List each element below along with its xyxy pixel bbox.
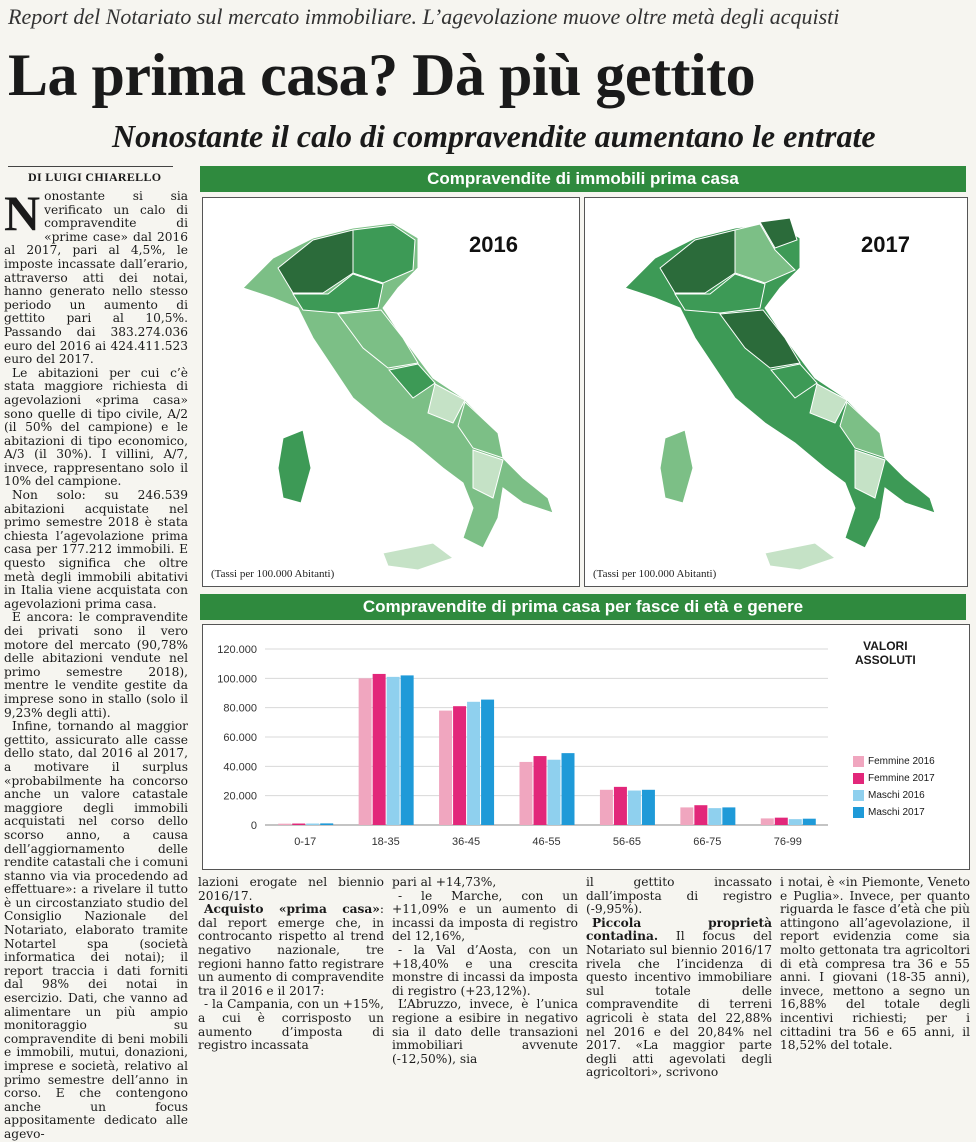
article-column-1 [4,185,188,1142]
chart-label [855,639,916,667]
legend-swatch [853,773,864,784]
bar-maschi-2017 [481,700,494,825]
chart-label-line-2: ASSOLUTI [855,653,916,667]
col3-paragraph-3: - la Val d’Aosta, con un +18,40% e una crescita monstre di incassi da imposta di registro (+23,12%). [392,942,578,998]
bar-femmine-2017 [292,824,305,825]
legend-label: Maschi 2016 [868,790,925,801]
y-tick-label: 20.000 [223,790,257,803]
byline: DI LUIGI CHIARELLO [28,170,162,184]
bar-maschi-2016 [708,808,721,825]
col3-paragraph-4: L’Abruzzo, invece, è l’unica regione a esibire in negativo sia il dato delle transazioni immobiliari avvenute (-12,50%), sia [392,997,578,1066]
y-tick-label: 60.000 [223,732,257,744]
col1-paragraph-1: onostante si sia verificato un calo di compravendite di «prime case» dal 2016 al 2017, pari al 4,5%, le imposte incassate dall’erario, attraverso atti dei notai, hanno generato nello stesso periodo un aumento di gettito pari al 10,5%. Passando dai 383.274.036 euro del 2016 ai 424.411.523 euro del 2017. [4,189,188,367]
x-tick-label: 66-75 [693,836,722,848]
y-tick-label: 40.000 [223,761,257,774]
map-note-2016: (Tassi per 100.000 Abitanti) [211,568,335,580]
col2-paragraph-3: - la Campania, con un +15%, a cui è corrisposto un aumento d’imposta di registro incassata [198,997,384,1053]
legend-item [853,804,935,821]
article-column-4 [586,876,772,1080]
bar-maschi-2016 [467,702,480,825]
legend-swatch [853,756,864,767]
legend-label: Maschi 2017 [868,807,925,818]
legend-item [853,787,935,804]
italy-map-2016 [203,198,579,586]
bar-femmine-2017 [694,805,707,825]
maps-title-bar: Compravendite di immobili prima casa [200,166,966,192]
bar-maschi-2016 [306,824,319,825]
y-tick-label: 100.000 [217,673,257,686]
bar-femmine-2017 [534,756,547,825]
bar-maschi-2017 [722,807,735,825]
map-region [765,543,835,570]
y-tick-label: 120.000 [217,644,257,656]
kicker: Report del Notariato sul mercato immobiliare. L’agevolazione muove oltre metà degli acquisti [8,4,840,29]
article-column-2 [198,876,384,1053]
bar-maschi-2017 [803,819,816,825]
bar-femmine-2016 [761,818,774,825]
map-note-2017: (Tassi per 100.000 Abitanti) [593,568,717,580]
col2-paragraph-1: lazioni erogate nel biennio 2016/17. [198,875,384,903]
x-tick-label: 0-17 [294,836,317,848]
col3-paragraph-1: pari al +14,73%, [392,875,497,889]
legend-item [853,753,935,770]
x-tick-label: 76-99 [773,836,802,848]
col1-paragraph-5: Infine, tornando al maggior gettito, assicurato alle casse dello stato, dal 2016 al 2017, a motivare il surplus «probabilmente ha concorso anche un valore catastale maggiore degli immobili acquistati nel corso dello scorso anno, a causa dell’aggiornamento delle rendite catastali che i comuni stanno via via procedendo ad effettuare»: a rivelare il tutto è un circostanziato studio del Consiglio Nazionale del Notariato, elaborato tramite Notartel spa (società informatica dei notai); il report traccia i dati forniti dal 98% dei notai in esercizio. Dati, che vanno ad alimentare un più ampio monitoraggio su compravendite di beni mobili e immobili, mutui, donazioni, imprese e società, relativo al primo semestre dell’anno in corso. E che contengono anche un focus appositamente dedicato alle agevo- [4,719,188,1141]
bar-chart [202,624,970,870]
col1-paragraph-3: Non solo: su 246.539 abitazioni acquistate nel primo semestre 2018 è stata chiesta l’agevolazione prima casa per 177.212 immobili. E questo significa che oltre metà degli immobili abitativi in Italia viene acquistata con agevolazioni prima casa. [4,488,188,611]
legend-label: Femmine 2016 [868,756,935,767]
bar-maschi-2017 [642,790,655,825]
bar-femmine-2016 [359,678,372,825]
bar-maschi-2017 [320,823,333,825]
col2-heading: Acquisto «prima casa» [204,902,380,917]
col3-paragraph-2: - le Marche, con un +11,09% e un aumento di incassi da imposta di registro del 12,16%, [392,888,578,944]
bar-maschi-2017 [562,753,575,825]
map-region [278,430,311,503]
bar-femmine-2017 [775,818,788,825]
map-year-2017: 2017 [861,232,910,257]
legend-item [853,770,935,787]
bar-femmine-2016 [600,790,613,825]
bar-femmine-2016 [278,824,291,825]
map-year-2016: 2016 [469,232,518,257]
map-panel-2016 [202,197,580,587]
article-column-3 [392,876,578,1066]
col4-paragraph-1: il gettito incassato dall’imposta di registro (-9,95%). [586,875,772,917]
bar-femmine-2017 [373,674,386,825]
col4-heading: Piccola proprietà contadina. [586,915,772,944]
y-tick-label: 80.000 [223,702,257,715]
map-panel-2017 [584,197,968,587]
bar-femmine-2016 [680,807,693,825]
bar-femmine-2016 [520,762,533,825]
x-tick-label: 56-65 [612,836,641,848]
legend-swatch [853,807,864,818]
col5-paragraph-1: i notai, è «in Piemonte, Veneto e Puglia». Invece, per quanto riguarda le fasce d’età che più attingono all’agevolazione, il report evidenzia come sia molto gettonata tra agricoltori di età compresa tra 36 e 55 anni. I giovani (18-35 anni), invece, mettono a segno un 16,88% del totale degli incentivi richiesti; per i cittadini tra 56 e 65 anni, il 18,52% del totale. [780,875,970,1053]
article-column-5 [780,876,970,1053]
bar-maschi-2016 [548,760,561,825]
map-region [383,543,453,570]
map-region [660,430,693,503]
bar-maschi-2016 [387,677,400,825]
y-tick-label: 0 [250,820,257,832]
x-tick-label: 46-55 [532,836,561,848]
col2-paragraph-2: : dal report emerge che, in controcanto rispetto al trend negativo nazionale, tre regioni hanno fatto registrare un aumento di compravendite tra il 2016 e il 2017: [198,902,384,998]
chart-title-bar: Compravendite di prima casa per fasce di età e genere [200,594,966,620]
chart-legend [853,753,935,821]
bar-femmine-2016 [439,711,452,825]
subheadline: Nonostante il calo di compravendite aumentano le entrate [112,118,876,154]
legend-label: Femmine 2017 [868,773,935,784]
legend-swatch [853,790,864,801]
col1-paragraph-4: E ancora: le compravendite dei privati sono il vero motore del mercato (90,78% delle abitazioni vendute nel primo semestre 2018), mentre le vendite gestite da imprese sono in stallo (solo il 9,23% degli atti). [4,610,188,720]
bar-femmine-2017 [614,787,627,825]
bar-maschi-2017 [401,675,414,825]
x-tick-label: 36-45 [452,836,481,848]
col1-paragraph-2: Le abitazioni per cui c’è stata maggiore richiesta di agevolazioni «prima casa» sono quelle di tipo civile, A/2 (il 50% del campione) e le abitazioni di tipo economico, A/3 (il 30%). I villini, A/7, invece, rappresentano solo il 10% del campione. [4,365,188,489]
bar-femmine-2017 [453,706,466,825]
col4-paragraph-2: Il focus del Notariato sul biennio 2016/17 rivela che l’incidenza di questo incentivo immobiliare sul totale delle compravendite di terreni agricoli è stata del 22,88% nel 2016 e del 20,84% nel 2017. «La maggior parte degli atti agevolati degli agricoltori», scrivono [586,929,772,1080]
chart-label-line-1: VALORI [863,639,908,653]
bar-maschi-2016 [789,819,802,825]
headline: La prima casa? Dà più gettito [8,42,756,108]
drop-cap: N [4,185,41,241]
bar-maschi-2016 [628,791,641,825]
x-tick-label: 18-35 [371,836,400,848]
